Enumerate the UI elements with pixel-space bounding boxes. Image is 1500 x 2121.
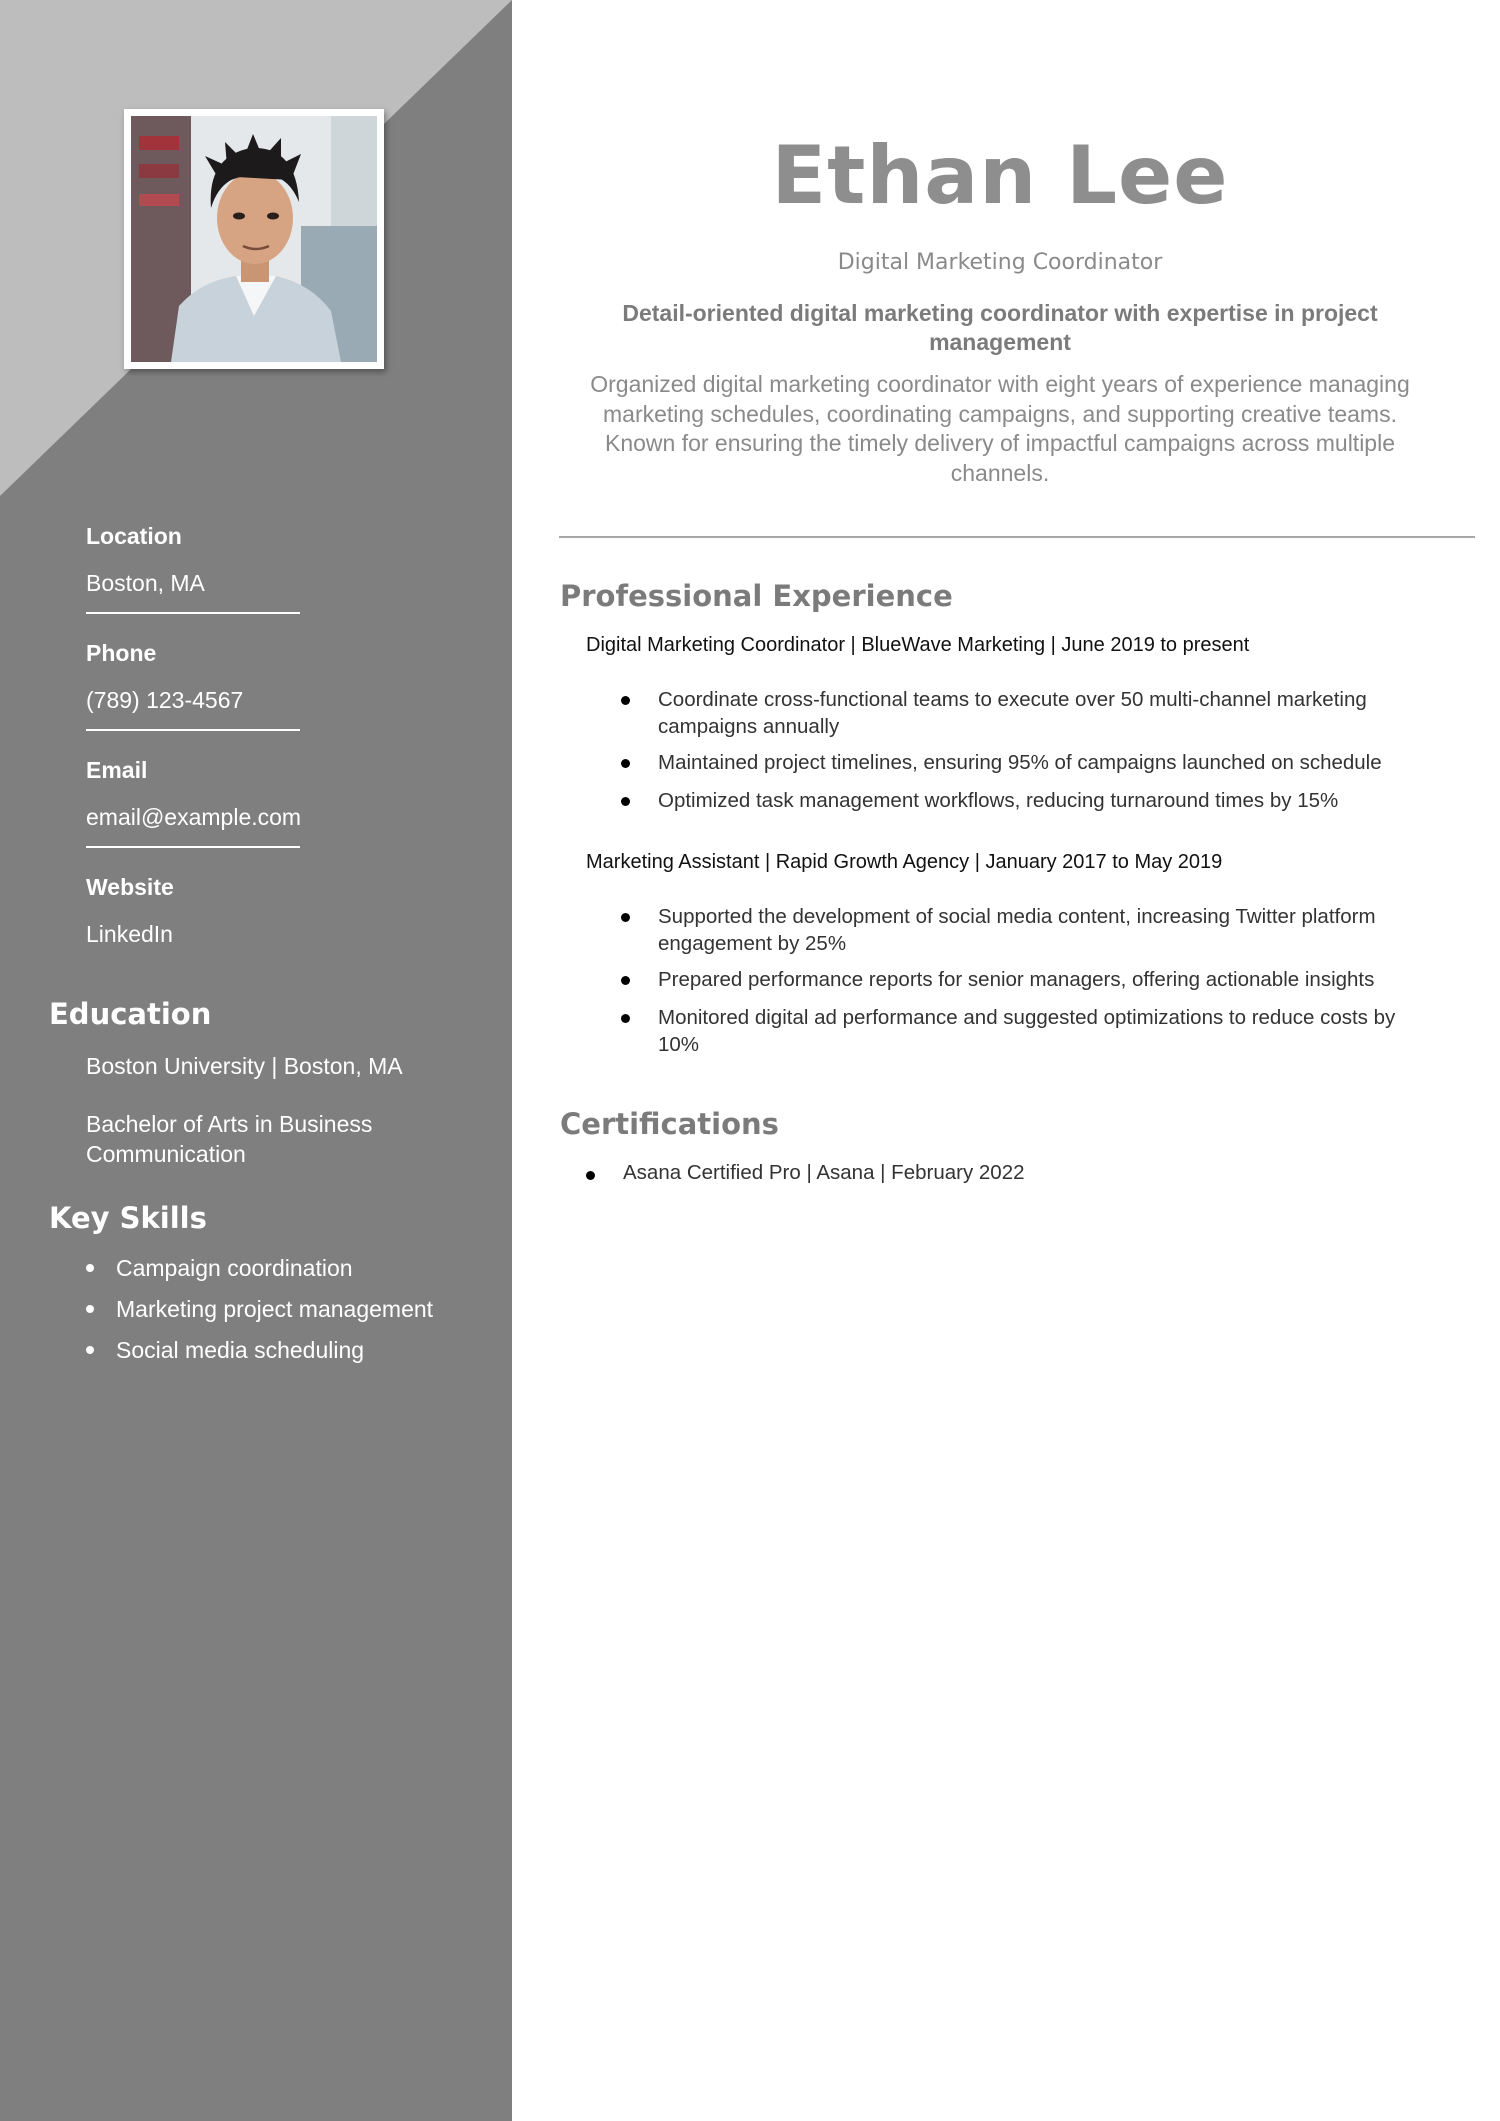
education-heading: Education <box>49 997 212 1031</box>
certification-item: Asana Certified Pro | Asana | February 2022 <box>623 1161 1025 1185</box>
bullet-dot <box>621 759 630 768</box>
job-bullet: Optimized task management workflows, reducing turnaround times by 15% <box>658 787 1438 814</box>
skill-item: Marketing project management <box>86 1296 433 1323</box>
email-value[interactable]: email@example.com <box>86 804 302 830</box>
job-bullet: Prepared performance reports for senior managers, offering actionable insights <box>658 966 1438 993</box>
education-degree: Bachelor of Arts in Business Communication <box>86 1111 373 1167</box>
phone-label: Phone <box>86 640 157 666</box>
email-label: Email <box>86 757 148 783</box>
bullet-dot <box>586 1171 595 1180</box>
skill-item: Social media scheduling <box>86 1337 364 1364</box>
location-label: Location <box>86 523 182 549</box>
contact-divider <box>86 729 300 731</box>
job-bullet: Maintained project timelines, ensuring 95% of campaigns launched on schedule <box>658 749 1438 776</box>
sidebar <box>0 0 512 2121</box>
header-divider <box>559 536 1475 538</box>
job-title-line: Marketing Assistant | Rapid Growth Agency | January 2017 to May 2019 <box>586 851 1223 873</box>
profile-headline: Detail-oriented digital marketing coordinator with expertise in project management <box>622 300 1378 355</box>
skills-heading: Key Skills <box>49 1201 207 1235</box>
certifications-heading: Certifications <box>560 1107 779 1141</box>
bullet-dot <box>621 913 630 922</box>
job-bullet: Coordinate cross-functional teams to execute over 50 multi-channel marketing campaigns annually <box>658 686 1438 740</box>
candidate-name: Ethan Lee <box>771 129 1229 222</box>
website-label: Website <box>86 874 174 900</box>
bullet-dot <box>621 797 630 806</box>
bullet-dot <box>621 696 630 705</box>
candidate-title: Digital Marketing Coordinator <box>837 250 1163 275</box>
profile-photo-frame <box>124 109 384 369</box>
bullet-dot <box>86 1346 94 1354</box>
location-value: Boston, MA <box>86 570 205 596</box>
phone-value: (789) 123-4567 <box>86 687 244 713</box>
bullet-dot <box>621 1014 630 1023</box>
bullet-dot <box>86 1305 94 1313</box>
bullet-dot <box>621 976 630 985</box>
job-title-line: Digital Marketing Coordinator | BlueWave Marketing | June 2019 to present <box>586 634 1250 656</box>
profile-summary: Organized digital marketing coordinator with eight years of experience managing marketing schedules, coordinating campaigns, and supporting creative teams. Known for ensuring the timely delivery of impactful campaigns across multiple channels. <box>590 371 1410 486</box>
contact-divider <box>86 612 300 614</box>
job-bullet: Monitored digital ad performance and suggested optimizations to reduce costs by 10% <box>658 1004 1438 1058</box>
bullet-dot <box>86 1264 94 1272</box>
skill-item: Campaign coordination <box>86 1255 353 1282</box>
profile-photo <box>131 116 377 362</box>
contact-divider <box>86 846 300 848</box>
education-school: Boston University | Boston, MA <box>86 1053 403 1079</box>
experience-heading: Professional Experience <box>560 579 953 613</box>
job-bullet: Supported the development of social media content, increasing Twitter platform engagement by 25% <box>658 903 1438 957</box>
website-link[interactable]: LinkedIn <box>86 921 173 947</box>
